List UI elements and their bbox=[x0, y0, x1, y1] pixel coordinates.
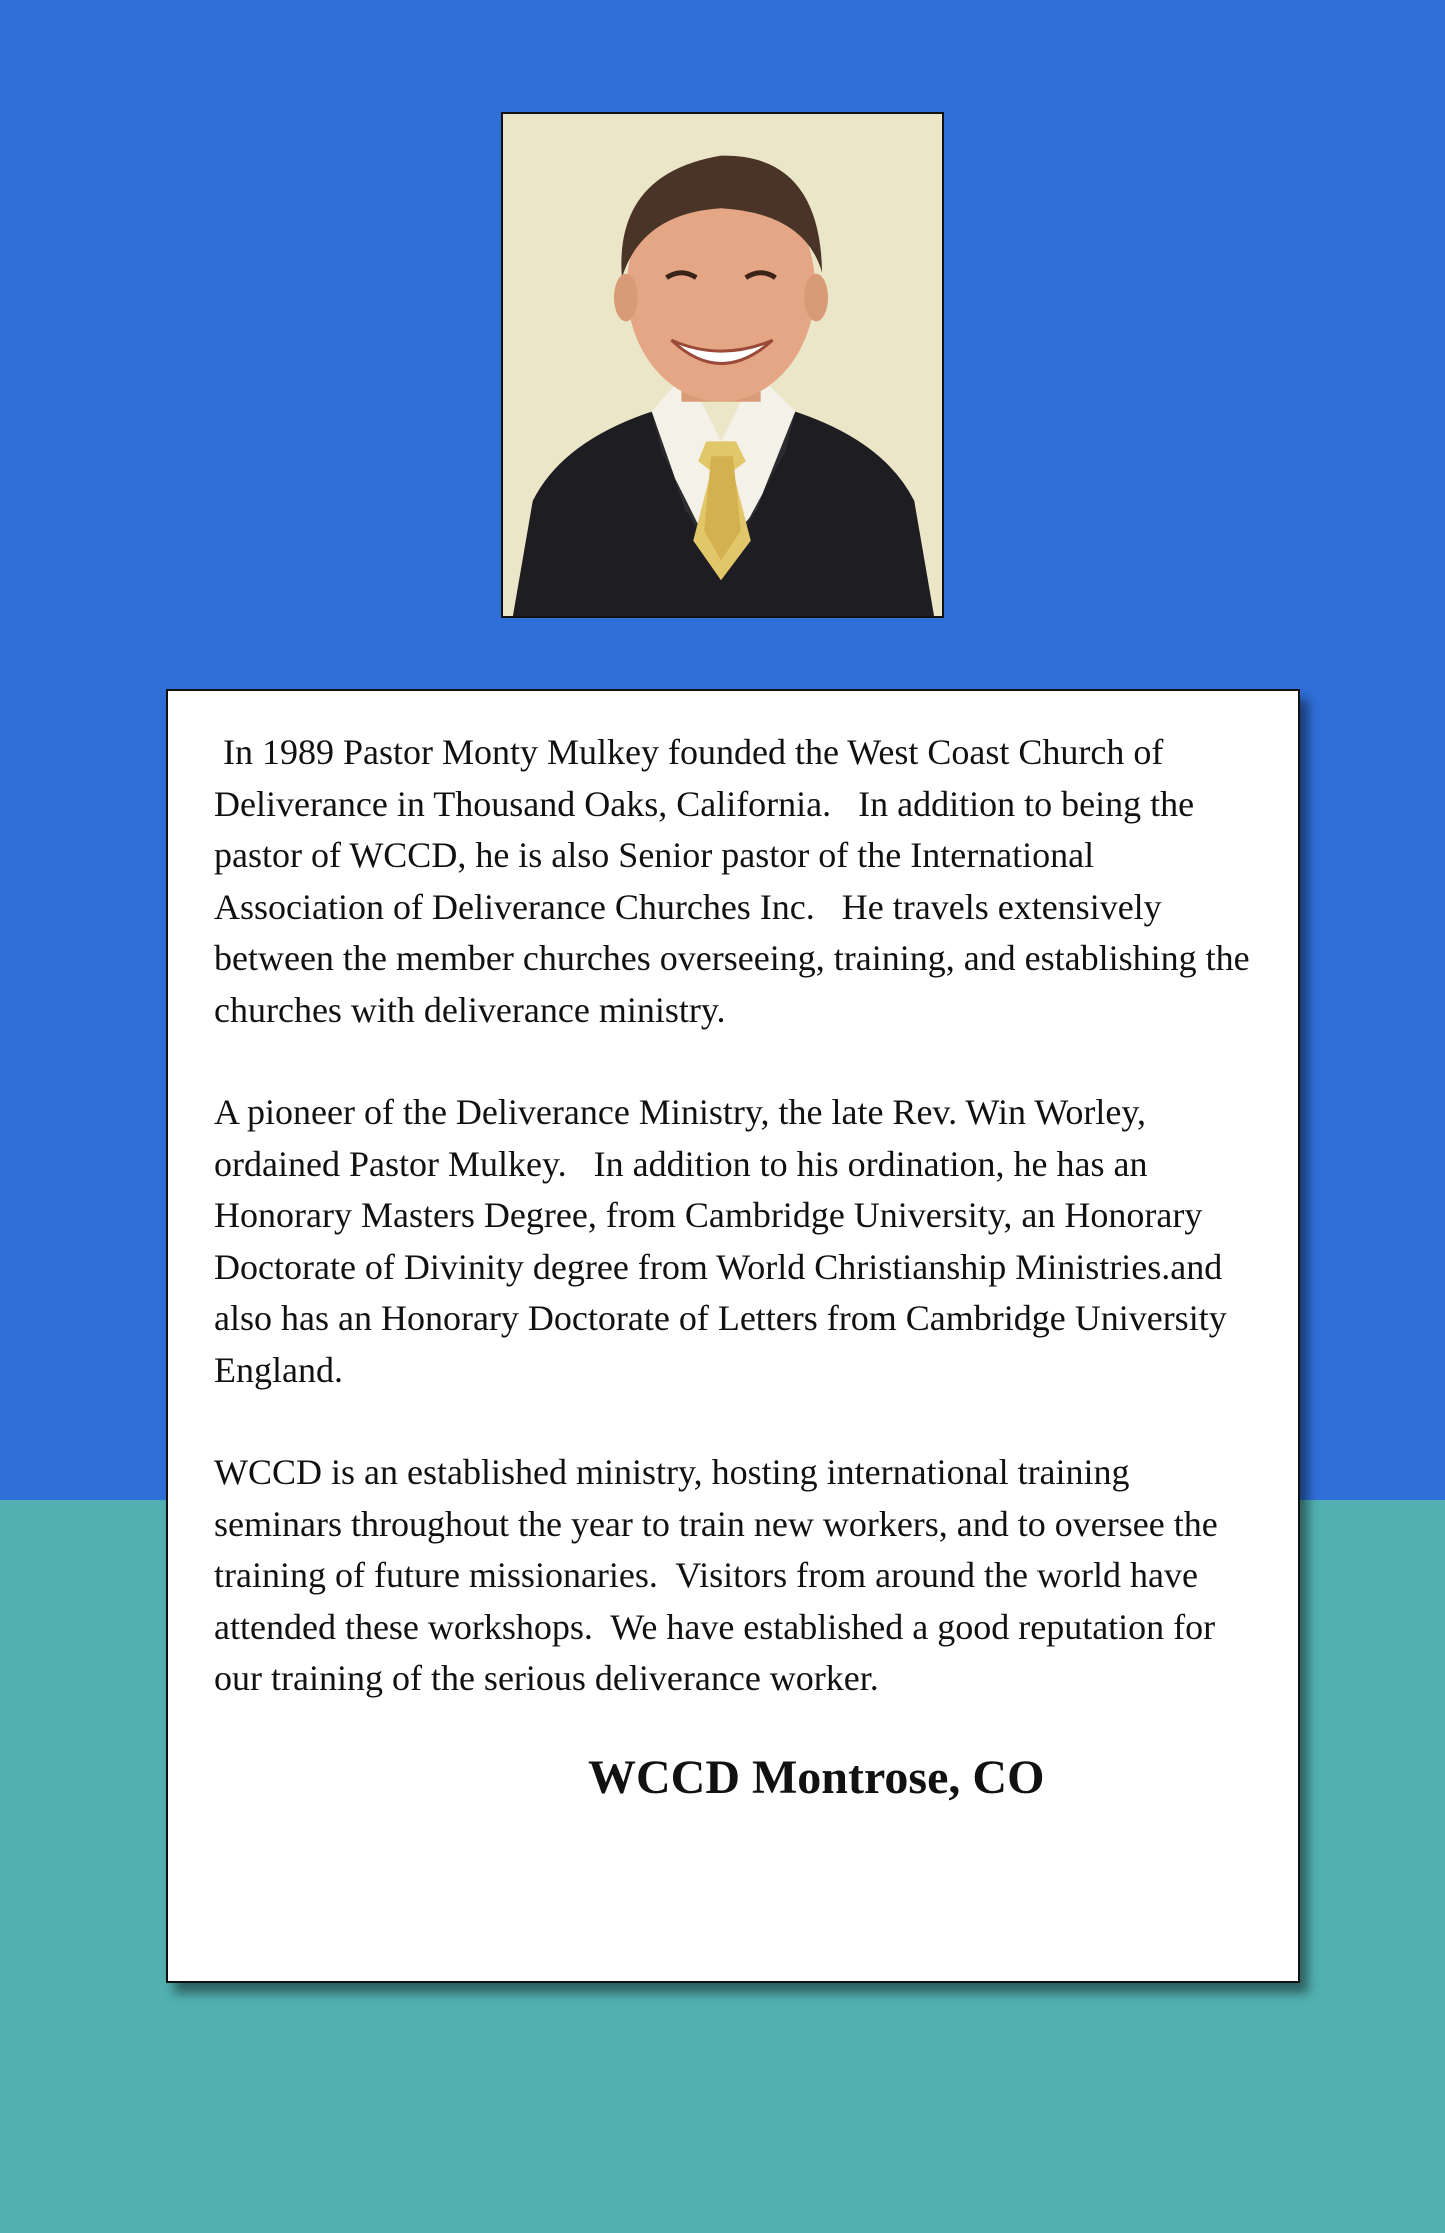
signature: WCCD Montrose, CO bbox=[588, 1750, 1045, 1804]
bio-paragraph-2: A pioneer of the Deliverance Ministry, the late Rev. Win Worley, ordained Pastor Mulkey. In addition to his ordination, he has an Honorary Masters Degree, from Cambridge University, an Honorary Doctorate of Divinity degree from World Christianship Ministries.and also has an Honorary Doctorate of Letters from Cambridge University England. bbox=[214, 1092, 1236, 1390]
bio-paragraph-3: WCCD is an established ministry, hosting international training seminars throughout the year to train new workers, and to oversee the training of future missionaries. Visitors from around the world have attended these workshops. We have established a good reputation for our training of the serious deliverance worker. bbox=[214, 1452, 1227, 1698]
bio-paragraph-1: In 1989 Pastor Monty Mulkey founded the West Coast Church of Deliverance in Thousand Oaks, California. In addition to being the pastor of WCCD, he is also Senior pastor of the International Association of Deliverance Churches Inc. He travels extensively between the member churches overseeing, training, and establishing the churches with deliverance ministry. bbox=[214, 732, 1259, 1030]
pastor-photo bbox=[501, 112, 944, 618]
bio-card bbox=[166, 689, 1300, 1983]
pastor-portrait-icon bbox=[503, 114, 942, 616]
